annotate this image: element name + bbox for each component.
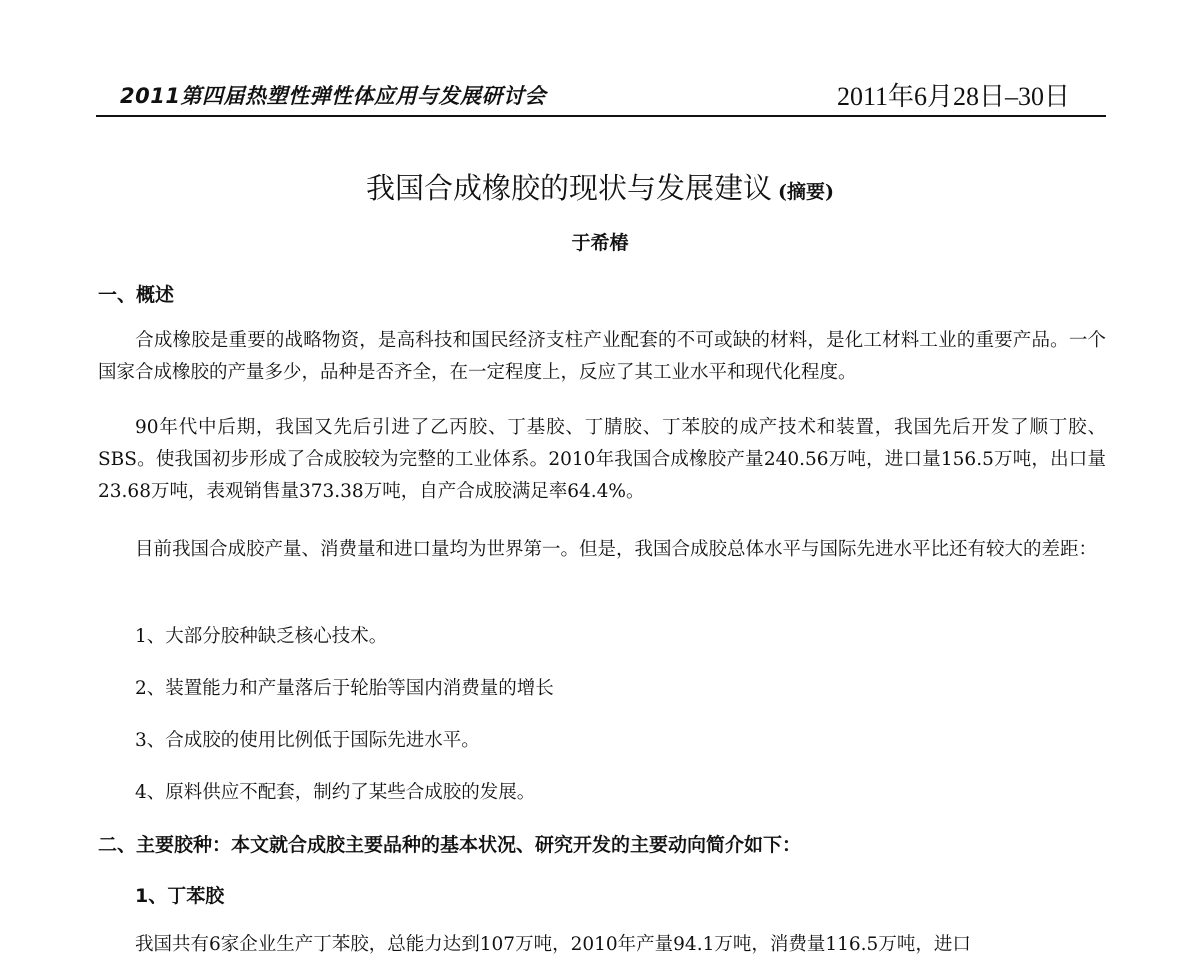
- subheading-sbr: 1、丁苯胶: [135, 885, 225, 907]
- list-item: 2、装置能力和产量落后于轮胎等国内消费量的增长: [135, 678, 554, 699]
- section-heading-overview: 一、概述: [98, 284, 175, 306]
- conference-date: 2011年6月28日–30日: [836, 82, 1070, 111]
- list-item: 3、合成胶的使用比例低于国际先进水平。: [135, 730, 480, 751]
- running-header: [96, 76, 1106, 116]
- paper-title: [0, 166, 1200, 207]
- author-name: 于希椿: [571, 232, 629, 254]
- header-rule: [96, 115, 1106, 117]
- title-main: 我国合成橡胶的现状与发展建议: [366, 171, 773, 205]
- section-heading-main-types: 二、主要胶种：本文就合成胶主要品种的基本状况、研究开发的主要动向简介如下：: [98, 834, 802, 856]
- paragraph-text: 90年代中后期，我国又先后引进了乙丙胶、丁基胶、丁腈胶、丁苯胶的成产技术和装置，我国先后开发了顺丁胶、SBS。使我国初步形成了合成胶较为完整的工业体系。2010年我国合成橡胶产量240.56万吨，进口量156.5万吨，出口量23.68万吨，表观销售量373.38万吨，自产合成胶满足率64.4%。: [98, 417, 1106, 502]
- paragraph-overview-3: [98, 534, 1106, 566]
- list-item: 4、原料供应不配套，制约了某些合成胶的发展。: [135, 782, 536, 803]
- paragraph-text: 目前我国合成胶产量、消费量和进口量均为世界第一。但是，我国合成胶总体水平与国际先进水平比还有较大的差距：: [135, 539, 1098, 560]
- list-item: 1、大部分胶种缺乏核心技术。: [135, 626, 388, 647]
- paragraph-overview-1: [98, 325, 1106, 389]
- paragraph-text: 我国共有6家企业生产丁苯胶，总能力达到107万吨，2010年产量94.1万吨，消费量116.5万吨，进口: [135, 934, 971, 955]
- title-abstract-tag: (摘要): [778, 181, 834, 203]
- conference-name: 2011第四届热塑性弹性体应用与发展研讨会: [120, 84, 546, 108]
- paragraph-text: 合成橡胶是重要的战略物资，是高科技和国民经济支柱产业配套的不可或缺的材料，是化工材料工业的重要产品。一个国家合成橡胶的产量多少，品种是否齐全，在一定程度上，反应了其工业水平和现代化程度。: [98, 330, 1106, 383]
- paragraph-sbr-1: [98, 930, 1106, 956]
- paragraph-overview-2: [98, 412, 1106, 508]
